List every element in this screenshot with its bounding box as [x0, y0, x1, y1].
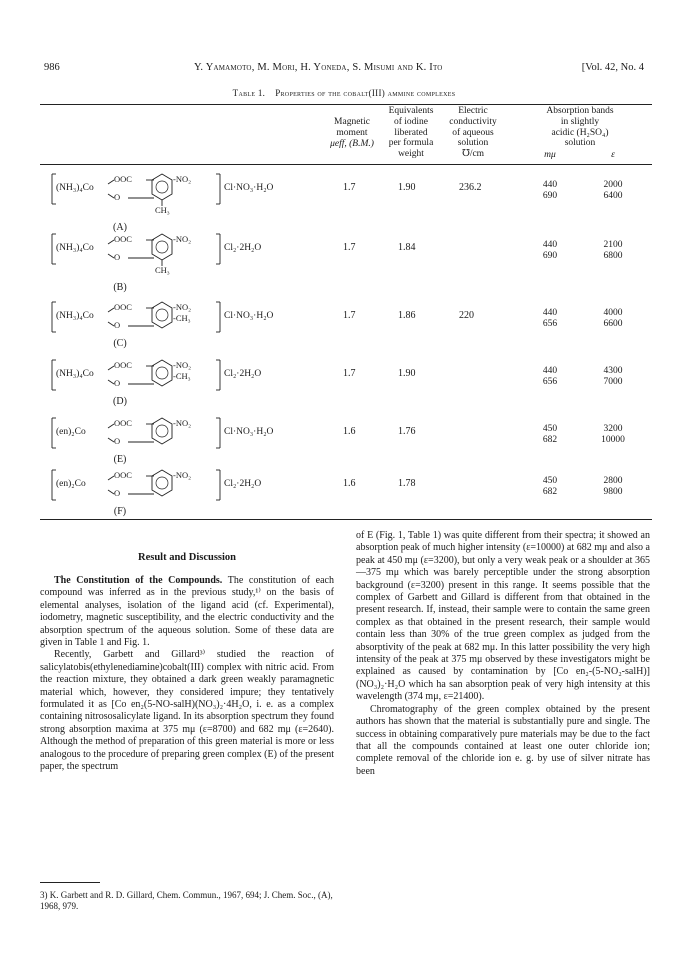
band-intensities: [590, 308, 636, 330]
phenolate-label: O: [114, 192, 121, 202]
compound-label: (F): [113, 506, 127, 517]
footnote: 3) K. Garbett and R. D. Gillard, Chem. Commun., 1967, 694; J. Chem. Soc., (A), 1968, 979.: [40, 890, 333, 911]
col-conductivity-l4: solution: [457, 138, 489, 149]
counter-anion: Cl·NO₃·H₂O: [224, 427, 274, 437]
band-eps: 10000: [601, 435, 625, 445]
complex-ligand: (NH₃)₄Co: [56, 243, 94, 253]
magnetic-moment: 1.7: [343, 242, 356, 253]
nitro-group: -NO₂: [173, 360, 192, 370]
right-column: [356, 530, 650, 778]
complex-ligand: (NH₃)₄Co: [56, 183, 94, 193]
footnote-rule: [40, 882, 100, 883]
benzene-ring: [152, 234, 172, 260]
table-caption: [0, 88, 688, 98]
compound-label: (D): [113, 396, 127, 407]
complex-formula: [50, 172, 300, 218]
iodine-equivalents: 1.90: [398, 182, 416, 193]
col-iodine-l3: liberated: [394, 127, 428, 138]
compound-label: (B): [113, 282, 127, 293]
band-mu: 656: [542, 319, 558, 329]
iodine-equivalents: 1.78: [398, 478, 416, 489]
complex-formula: [50, 468, 300, 514]
authors: Y. Yamamoto, M. Mori, H. Yoneda, S. Misumi and K. Ito: [194, 62, 443, 73]
band-wavelengths: [535, 180, 565, 202]
complex-formula: [50, 358, 300, 404]
running-head: [44, 62, 644, 76]
left-column: [40, 575, 334, 774]
nitro-group: -NO₂: [173, 302, 192, 312]
nitro-group: -NO₂: [173, 234, 192, 244]
col-abs-mu: mμ: [544, 150, 556, 160]
band-intensities: [590, 180, 636, 202]
col-absorption-l3: acidic (H₂SO₄): [551, 127, 609, 138]
benzene-ring: [152, 470, 172, 496]
benzene-ring: [152, 360, 172, 386]
compound-label: (C): [113, 338, 127, 349]
table-top-rule: [40, 104, 652, 105]
col-conductivity-l1: Electric: [458, 106, 488, 116]
col-conductivity-l2: conductivity: [449, 116, 497, 127]
complex-ligand: (en)₂Co: [56, 479, 86, 489]
carboxylate-label: OOC: [114, 302, 132, 312]
col-magnetic: [322, 117, 382, 149]
benzene-ring: [152, 302, 172, 328]
complex-formula: [50, 300, 300, 346]
complex-ligand: (en)₂Co: [56, 427, 86, 437]
paragraph-garbett: Recently, Garbett and Gillard³⁾ studied the reaction of salicylatobis(ethylenediamine)cobalt(III) complex with nitric acid. From the reaction mixture, they obtained a dark green weakly paramagnetic material which, however, they considered impure; they tentatively formulated it as [Co en₂(5-NO-salH)(NO₃)₂·4H₂O, i. e. as a complex containing nitrososalicylate ligand. In its absorption spectrum they found strong absorption maxima at 375 mμ (ε=8700) and 682 mμ (ε=2640). Although the method of preparation of this green material is more or less analogous to the procedure of preparing green complex (E) of the present paper, the spectrum: [40, 649, 334, 773]
band-wavelengths: [535, 240, 565, 262]
methyl-substituent: CH₃: [155, 205, 170, 215]
methyl-group: -CH₃: [173, 371, 191, 381]
band-intensities: [590, 366, 636, 388]
band-eps: 6400: [603, 191, 623, 201]
magnetic-moment: 1.7: [343, 182, 356, 193]
magnetic-moment: 1.6: [343, 426, 356, 437]
nitro-group: -NO₂: [173, 470, 192, 480]
band-wavelengths: [535, 366, 565, 388]
magnetic-moment: 1.7: [343, 368, 356, 379]
band-intensities: [590, 476, 636, 498]
band-mu: 682: [542, 487, 558, 497]
page-number: 986: [44, 62, 60, 73]
methyl-substituent: CH₃: [155, 265, 170, 275]
band-eps: 6600: [603, 319, 623, 329]
col-magnetic-l3: μeff, (B.M.): [330, 138, 374, 149]
complex-formula: [50, 232, 300, 278]
band-intensities: [590, 240, 636, 262]
band-mu: 440: [542, 366, 558, 376]
volume-info: [Vol. 42, No. 4: [581, 62, 644, 73]
band-eps: 9800: [603, 487, 623, 497]
phenolate-label: O: [114, 252, 121, 262]
section-title: Result and Discussion: [137, 552, 237, 563]
complex-ligand: (NH₃)₄Co: [56, 369, 94, 379]
band-intensities: [590, 424, 636, 446]
col-absorption-l2: in slightly: [560, 116, 600, 127]
col-iodine-l2: of iodine: [393, 116, 429, 127]
paragraph-heading: The Constitution of the Compounds.: [54, 575, 223, 586]
benzene-ring: [152, 418, 172, 444]
col-conductivity-l5: ℧/cm: [461, 149, 485, 160]
phenolate-label: O: [114, 436, 121, 446]
compound-label: (A): [113, 222, 127, 233]
benzene-ring: [152, 174, 172, 200]
col-magnetic-l1: Magnetic: [334, 117, 370, 127]
band-mu: 682: [542, 435, 558, 445]
band-eps: 2100: [603, 240, 623, 250]
table-caption-number: Table 1.: [232, 88, 266, 98]
col-iodine-l5: weight: [398, 149, 424, 160]
col-iodine-l4: per formula: [388, 138, 434, 149]
col-iodine: [378, 106, 444, 160]
band-mu: 440: [542, 240, 558, 250]
carboxylate-label: OOC: [114, 418, 132, 428]
band-wavelengths: [535, 424, 565, 446]
band-eps: 2000: [603, 180, 623, 190]
band-eps: 4300: [603, 366, 623, 376]
counter-anion: Cl₂·2H₂O: [224, 243, 262, 253]
complex-formula: [50, 416, 300, 462]
methyl-group: -CH₃: [173, 313, 191, 323]
paragraph-constitution: The constitution of each compound was inferred as in the previous study,¹⁾ on the basis of elemental analyses, isolation of the ligand acid (cf. Experimental), iodometry, magnetic susceptibility, and the electric conductivity and the absorption spectrum of the aqueous solution. Some of these data are given in Table 1 and Fig. 1.: [40, 575, 334, 649]
col-conductivity-l3: of aqueous: [452, 127, 494, 138]
band-eps: 2800: [603, 476, 623, 486]
carboxylate-label: OOC: [114, 174, 132, 184]
carboxylate-label: OOC: [114, 234, 132, 244]
band-eps: 6800: [603, 251, 623, 261]
band-eps: 3200: [603, 424, 623, 434]
paragraph-chromatography: Chromatography of the green complex obtained by the present authors has shown that the material is substantially pure and single. The success in obtaining comparatively pure materials may be due to the fact that all the compounds contained at least one outer chloride ion; complete removal of the chloride ion e. g. by use of silver nitrate has been: [356, 703, 650, 777]
phenolate-label: O: [114, 488, 121, 498]
iodine-equivalents: 1.86: [398, 310, 416, 321]
table-bottom-rule: [40, 519, 652, 520]
table-caption-text: Properties of the cobalt(III) ammine complexes: [275, 88, 456, 98]
compound-label: (E): [113, 454, 127, 465]
col-absorption-l4: solution: [564, 138, 596, 149]
band-mu: 440: [542, 180, 558, 190]
col-conductivity: [440, 106, 506, 160]
magnetic-moment: 1.6: [343, 478, 356, 489]
band-mu: 656: [542, 377, 558, 387]
nitro-group: -NO₂: [173, 174, 192, 184]
phenolate-label: O: [114, 320, 121, 330]
conductivity-value: 236.2: [459, 182, 482, 193]
nitro-group: -NO₂: [173, 418, 192, 428]
band-wavelengths: [535, 476, 565, 498]
iodine-equivalents: 1.84: [398, 242, 416, 253]
carboxylate-label: OOC: [114, 470, 132, 480]
band-mu: 690: [542, 191, 558, 201]
complex-ligand: (NH₃)₄Co: [56, 311, 94, 321]
conductivity-value: 220: [459, 310, 474, 321]
band-eps: 4000: [603, 308, 623, 318]
counter-anion: Cl·NO₃·H₂O: [224, 183, 274, 193]
paragraph-spectrum: of E (Fig. 1, Table 1) was quite different from their spectra; it showed an absorption peak of much higher intensity (ε=10000) at 682 mμ and also a peak at 450 mμ (ε=3200), but only a very weak peak or a shoulder at 365—375 mμ which was barely perceptible under the strong absorption background (ε=3200) present in this range. It seems possible that the complex of Garbett and Gillard is different from that obtained in the present research. If, instead, their sample were to contain the same green complex as that obtained in the present research, their sample would contain less than 30% of the true green complex as judged from the absorptivity of the peak at 682 mμ. In this latter possibility the very high intensity of the peak at 375 mμ observed by these investigators might be explained as caused by contamination by [Co en₂-(5-NO₂-salH)](NO₃)₂·H₂O which ha san absorption peak of very high intensity at this wavelength (374 mμ, ε=21400).: [356, 530, 650, 703]
band-mu: 690: [542, 251, 558, 261]
band-mu: 450: [542, 424, 558, 434]
col-abs-eps: ε: [611, 150, 615, 160]
carboxylate-label: OOC: [114, 360, 132, 370]
band-mu: 450: [542, 476, 558, 486]
counter-anion: Cl₂·2H₂O: [224, 369, 262, 379]
table-head-rule: [40, 164, 652, 165]
band-mu: 440: [542, 308, 558, 318]
col-absorption-l1: Absorption bands: [546, 106, 614, 116]
magnetic-moment: 1.7: [343, 310, 356, 321]
col-absorption: [520, 106, 640, 149]
iodine-equivalents: 1.76: [398, 426, 416, 437]
phenolate-label: O: [114, 378, 121, 388]
band-eps: 7000: [603, 377, 623, 387]
iodine-equivalents: 1.90: [398, 368, 416, 379]
col-iodine-l1: Equivalents: [388, 106, 434, 116]
counter-anion: Cl·NO₃·H₂O: [224, 311, 274, 321]
band-wavelengths: [535, 308, 565, 330]
col-magnetic-l2: moment: [336, 127, 368, 138]
counter-anion: Cl₂·2H₂O: [224, 479, 262, 489]
